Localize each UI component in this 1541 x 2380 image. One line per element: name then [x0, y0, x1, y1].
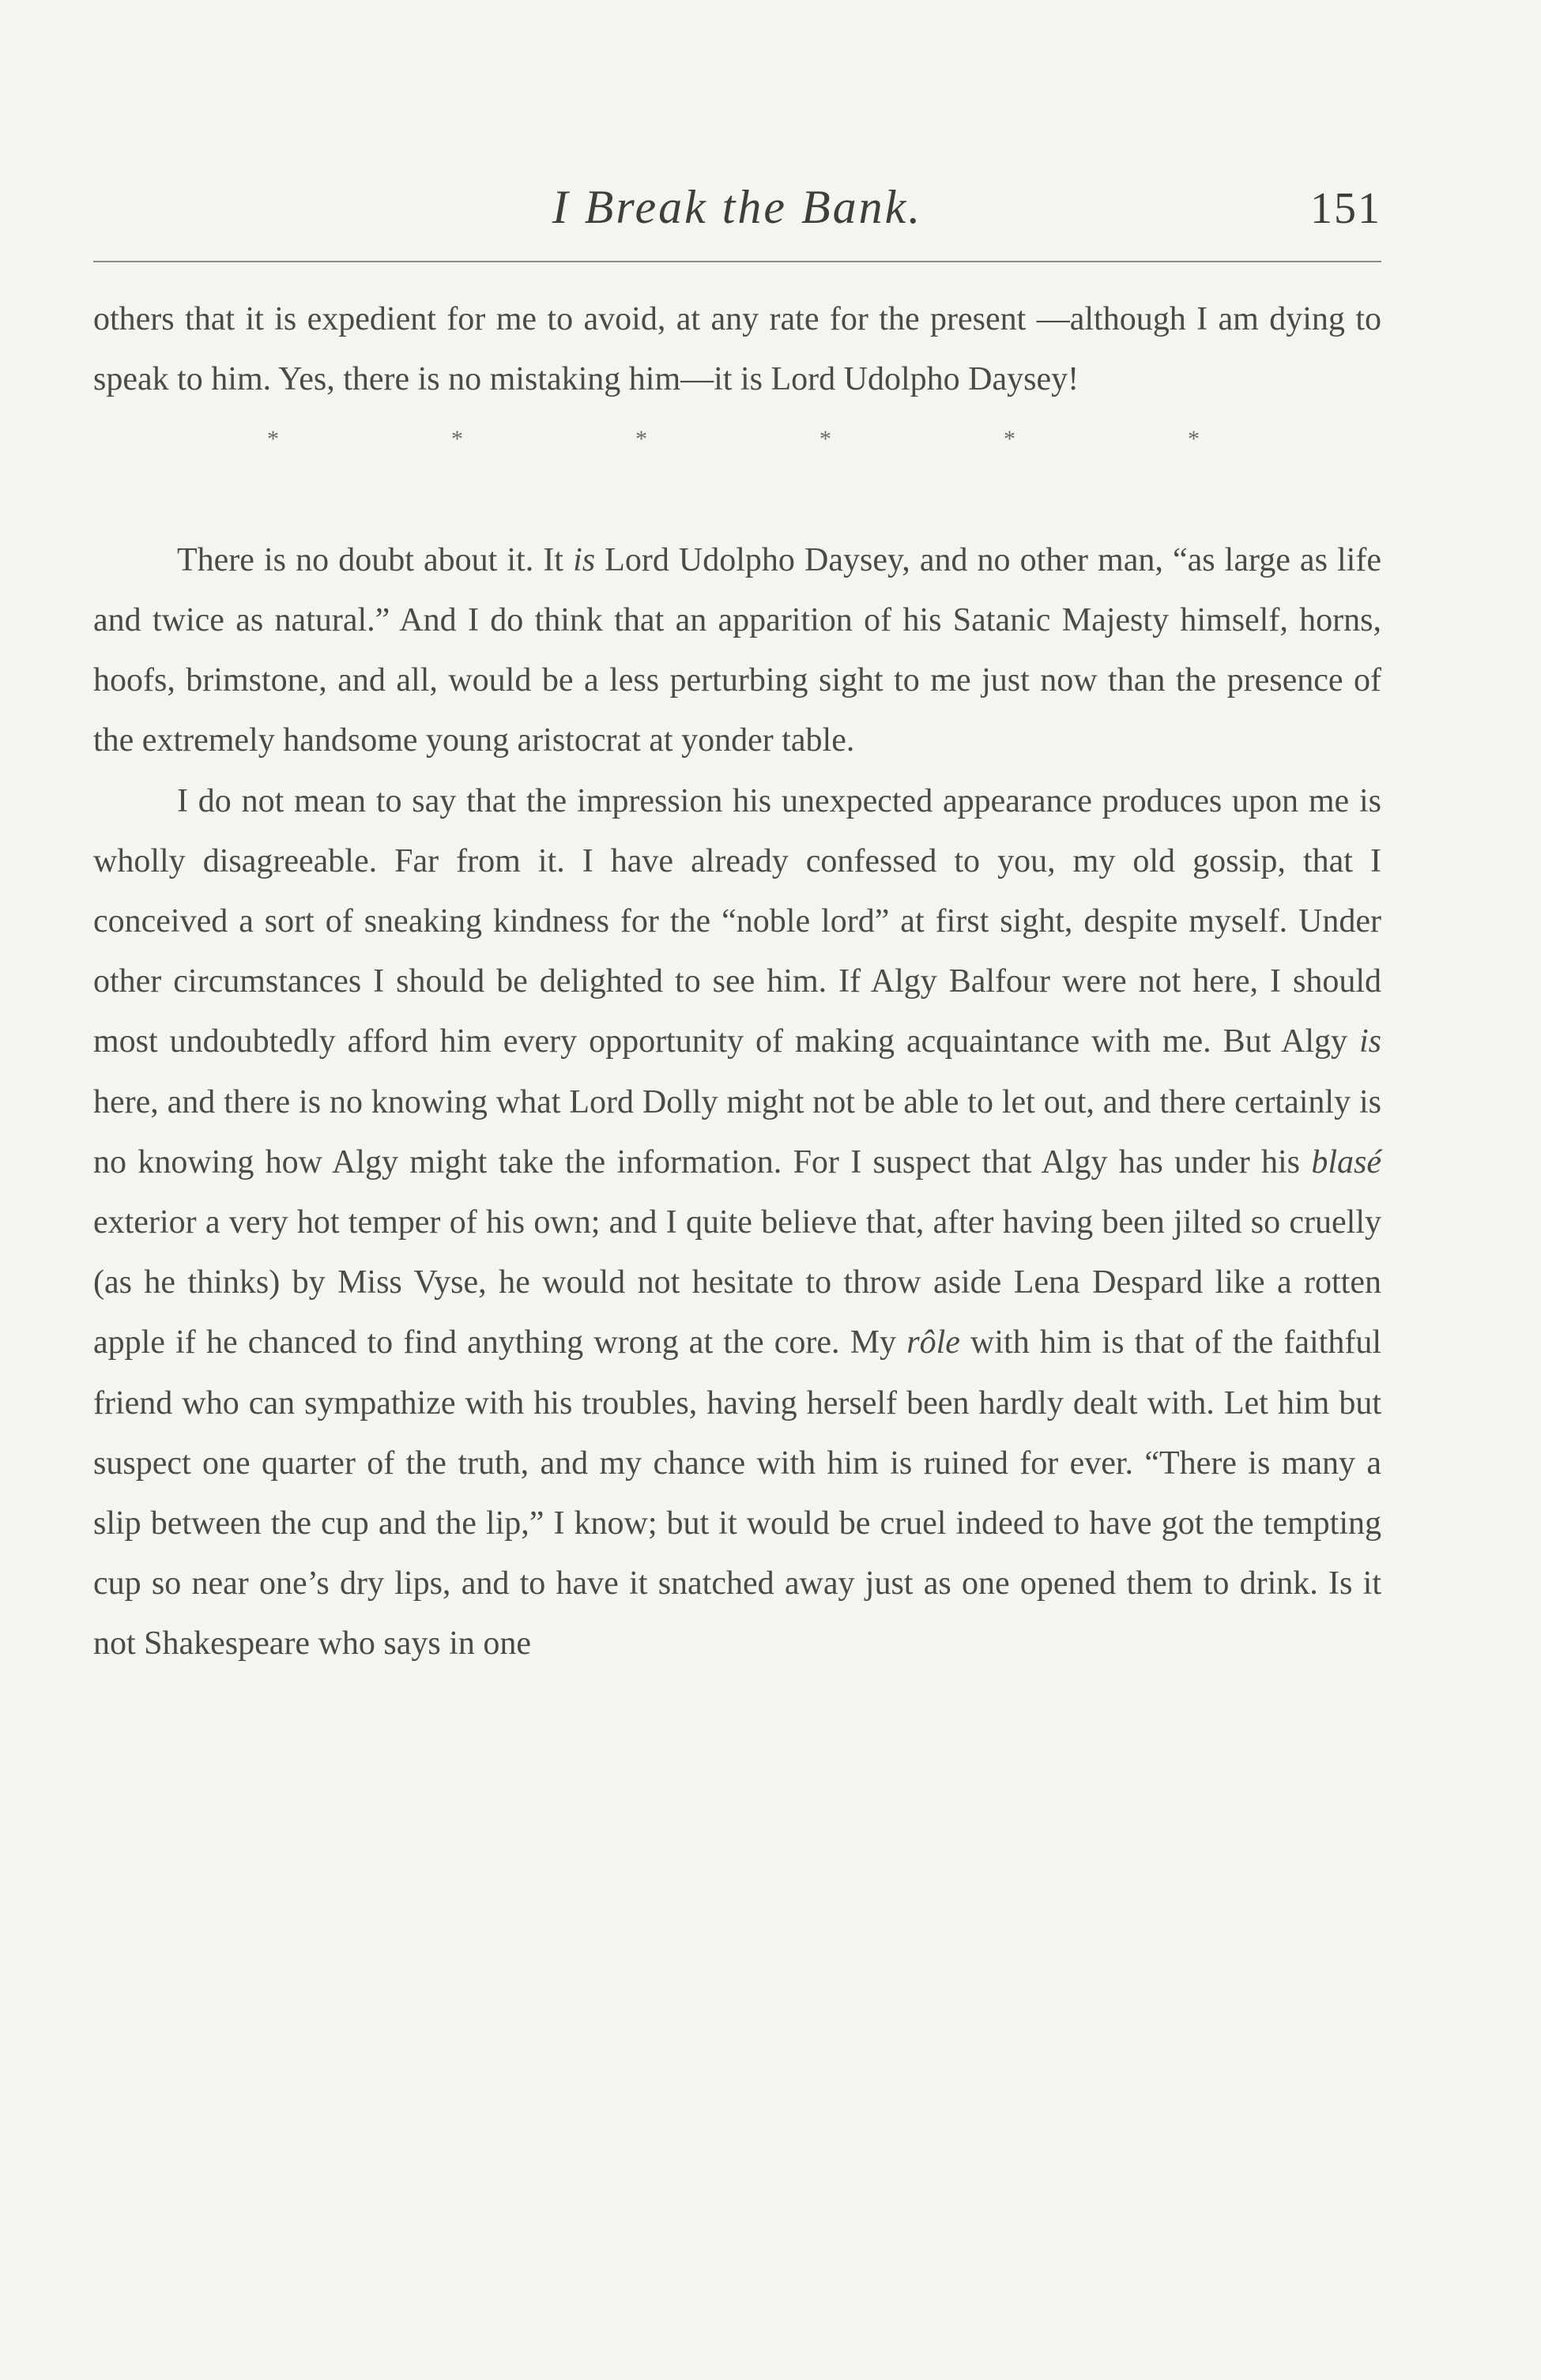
paragraph: [93, 771, 1381, 1674]
body-text: [93, 289, 1381, 1674]
section-break: [93, 409, 1381, 469]
emphasis: is: [1358, 1023, 1381, 1060]
asterism: *: [451, 426, 463, 453]
asterism: *: [635, 426, 647, 453]
asterism: *: [819, 426, 831, 453]
text-run: There is no doubt about it. It: [177, 541, 574, 578]
paragraph: [93, 530, 1381, 771]
emphasis: blasé: [1311, 1143, 1381, 1181]
asterism: *: [267, 426, 279, 453]
page-number: 151: [1310, 184, 1381, 233]
emphasis: is: [573, 541, 596, 578]
text-run: I do not mean to say that the impression his unexpected appearance produces upon me is wholly disagreeable. Far from it. I have already confessed to you, my old gossip, that I conceived a sort of sneaking kindness for the “noble lord” at first sight, despite myself. Under other circumstances I should be delighted to see him. If Algy Balfour were not here, I should most undoubtedly afford him every opportunity of making acquaintance with me. But Algy: [93, 782, 1381, 1060]
text-run: with him is that of the faithful friend who can sympathize with his troubles, having herself been hardly dealt with. Let him but suspect one quarter of the truth, and my chance with him is ruined for ever. “There is many a slip between the cup and the lip,” I know; but it would be cruel indeed to have got the tempting cup so near one’s dry lips, and to have it snatched away just as one opened them to drink. Is it not Shakespeare who says in one: [93, 1324, 1382, 1663]
running-title: I Break the Bank.: [552, 181, 923, 233]
asterism: *: [1188, 426, 1200, 453]
asterism: *: [1004, 426, 1015, 453]
text-run: here, and there is no knowing what Lord Dolly might not be able to let out, and there certainly is no knowing how Algy might take the information. For I suspect that Algy has under his: [93, 1083, 1381, 1181]
page-header: [93, 166, 1381, 261]
text-run: Lord Udolpho Daysey, and no other man, “as large as life and twice as natural.” And I do think that an apparition of his Satanic Majesty himself, horns, hoofs, brimstone, and all, would be a less perturbing sight to me just now than the presence of the extremely handsome young aristocrat at yonder table.: [93, 541, 1381, 759]
text-run: exterior a very hot temper of his own; and I quite believe that, after having been jilted so cruelly (as he thinks) by Miss Vyse, he would not hesitate to throw aside Lena Despard like a rotten apple if he chanced to find anything wrong at the core. My: [93, 1204, 1381, 1361]
header-rule: [93, 261, 1381, 262]
paragraph-continued: others that it is expedient for me to avoid, at any rate for the present —although I am dying to speak to him. Yes, there is no mistaking him—it is Lord Udolpho Daysey!: [93, 301, 1381, 398]
emphasis: rôle: [906, 1324, 960, 1361]
